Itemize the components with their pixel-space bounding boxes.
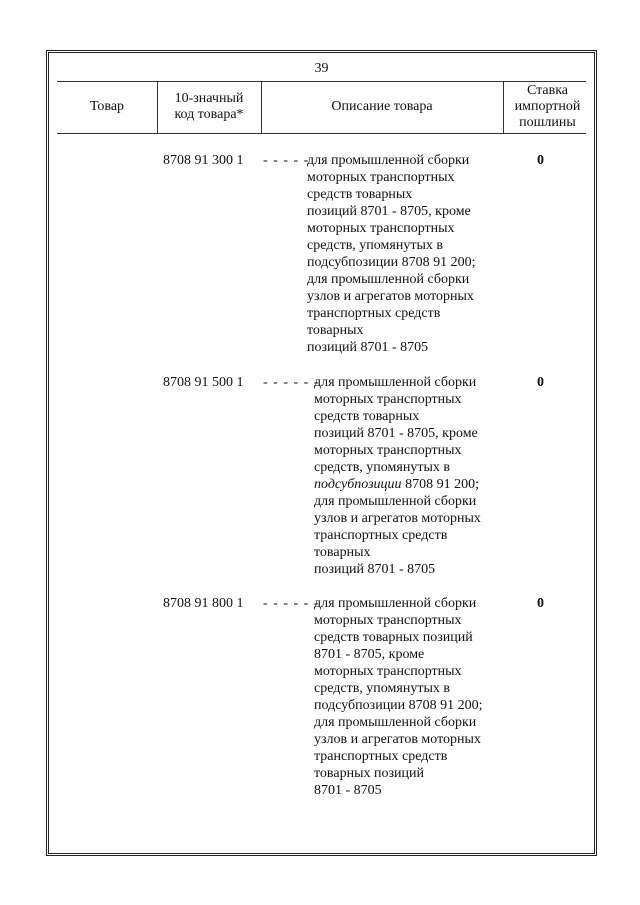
product-description: для промышленной сборки моторных транспортных средств товарных позиций 8701 - 8705, кроме моторных транспортных средств, упомянутых в подсубпозиции 8708 91 200; для промышленной сборки узлов и агрегатов моторных транспортных средств товарных позиций 8701 - 8705 — [314, 596, 483, 798]
product-description: для промышленной сборки моторных транспортных средств товарных позиций 8701 - 8705, кроме моторных транспортных средств, упомянутых в подсубпозиции 8708 91 200; для промышленной сборки узлов и агрегатов моторных транспортных средств товарных позиций 8701 - 8705 — [314, 375, 481, 577]
header-bottom-rule — [57, 133, 586, 134]
page-number: 39 — [314, 61, 329, 76]
dash-indent: - - - - - — [263, 153, 310, 168]
duty-rate: 0 — [537, 596, 544, 611]
dash-indent: - - - - - - — [263, 375, 320, 390]
product-code: 8708 91 500 1 — [163, 375, 244, 390]
header-goods: Товар — [89, 99, 125, 114]
header-description: Описание товара — [331, 99, 433, 114]
duty-rate: 0 — [537, 153, 544, 168]
duty-rate: 0 — [537, 375, 544, 390]
header-rate: Ставка импортной пошлины — [514, 83, 581, 130]
product-code: 8708 91 800 1 — [163, 596, 244, 611]
page-frame — [46, 50, 597, 856]
product-description: для промышленной сборки моторных транспортных средств товарных позиций 8701 - 8705, кроме моторных транспортных средств, упомянутых в подсубпозиции 8708 91 200; для промышленной сборки узлов и агрегатов моторных транспортных средств товарных позиций 8701 - 8705 — [307, 153, 476, 355]
dash-indent: - - - - - - — [263, 596, 320, 611]
header-code: 10-значный код товара* — [174, 91, 244, 122]
product-code: 8708 91 300 1 — [163, 153, 244, 168]
